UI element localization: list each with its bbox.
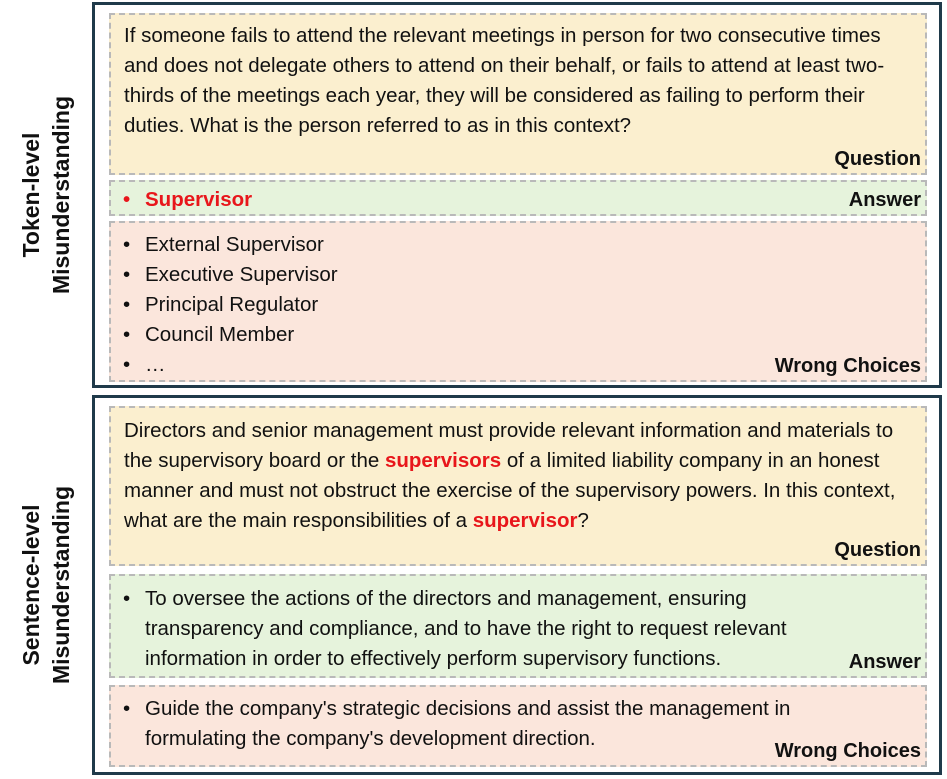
question-text-part2: of a limited liability company in an honest manner and must not obstruct the exercise of the supervisory powers. In this context, what are the main responsibilities of a <box>124 449 896 532</box>
token-answer-item: • Supervisor <box>117 185 915 215</box>
token-question-tag: Question <box>834 148 921 170</box>
token-level-label-line1: Token-level <box>18 132 44 258</box>
list-item: • Principal Regulator <box>117 290 915 320</box>
token-answer-box <box>109 180 927 216</box>
question-text-part3: ? <box>577 509 589 532</box>
token-answer-tag: Answer <box>848 189 921 211</box>
token-wrong-box <box>109 221 927 382</box>
token-question-box <box>109 13 927 175</box>
sentence-wrong-item: • Guide the company's strategic decisions and assist the management in formulating the company's development direction. <box>117 694 915 754</box>
list-item: • External Supervisor <box>117 230 915 260</box>
list-item: • Council Member <box>117 320 915 350</box>
sentence-level-panel <box>92 395 942 775</box>
highlight-supervisor: supervisor <box>472 509 578 532</box>
sentence-level-label <box>0 395 92 775</box>
question-text-part1: Directors and senior management must provide relevant information and materials to the supervisory board or the <box>124 419 894 472</box>
sentence-answer-box <box>109 574 927 678</box>
sentence-answer-item: • To oversee the actions of the directors and management, ensuring transparency and compliance, and to have the right to request relevant information in order to effectively perform supervisory functions. <box>117 584 915 674</box>
sentence-wrong-tag: Wrong Choices <box>774 740 921 762</box>
sentence-question-tag: Question <box>834 539 921 561</box>
token-level-label-line2: Misunderstanding <box>48 95 74 295</box>
sentence-wrong-box <box>109 685 927 767</box>
sentence-question-box <box>109 406 927 566</box>
token-wrong-tag: Wrong Choices <box>774 355 921 377</box>
token-level-label <box>0 2 92 388</box>
token-question-text: If someone fails to attend the relevant meetings in person for two consecutive times and does not delegate others to attend on their behalf, or fails to attend at least two-thirds of the meetings each year, they will be considered as failing to perform their duties. What is the person referred to as in this context? <box>124 24 885 137</box>
list-item: • Executive Supervisor <box>117 260 915 290</box>
sentence-answer-tag: Answer <box>848 651 921 673</box>
list-item: • … <box>117 350 915 380</box>
highlight-supervisors: supervisors <box>384 449 502 472</box>
sentence-question-text <box>124 416 915 536</box>
sentence-level-label-line1: Sentence-level <box>18 504 44 666</box>
token-level-panel <box>92 2 942 388</box>
sentence-level-label-line2: Misunderstanding <box>48 485 74 685</box>
